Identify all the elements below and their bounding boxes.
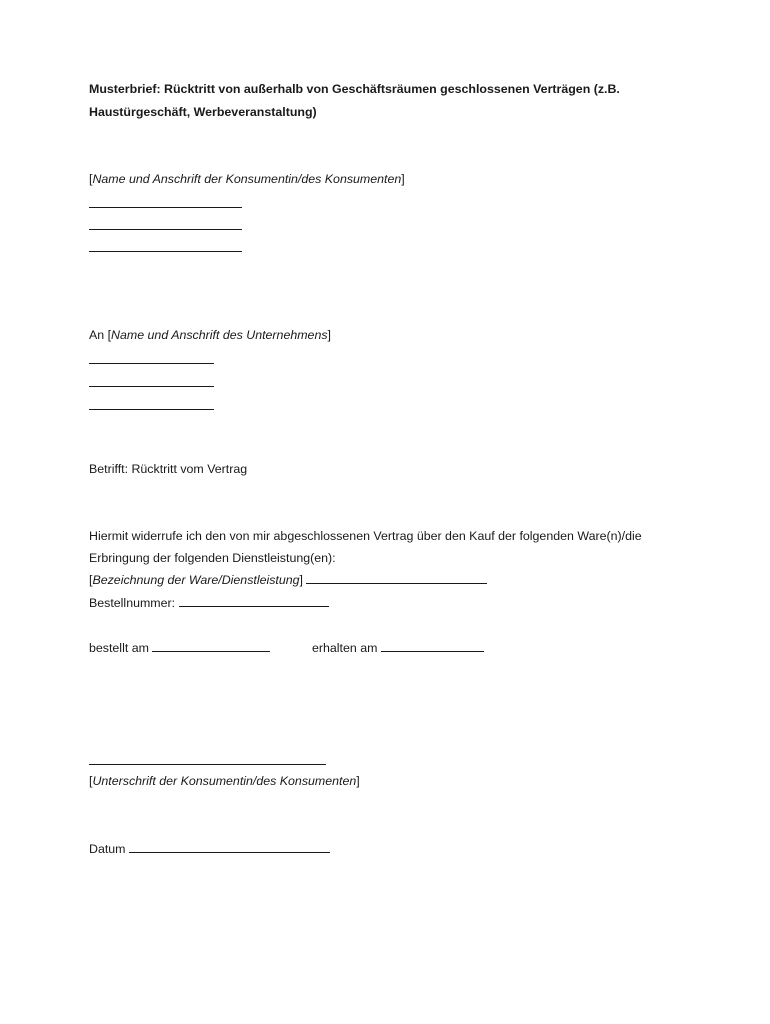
sender-blank-line-3[interactable] bbox=[89, 251, 242, 253]
subject-line: Betrifft: Rücktritt vom Vertrag bbox=[89, 462, 248, 476]
sender-blank-line-2[interactable] bbox=[89, 229, 242, 231]
date-blank[interactable] bbox=[129, 841, 330, 853]
date-label: Datum bbox=[89, 842, 126, 856]
order-number-blank[interactable] bbox=[179, 595, 329, 607]
recipient-placeholder-text: Name und Anschrift des Unternehmens bbox=[111, 328, 328, 342]
signature-placeholder-text: Unterschrift der Konsumentin/des Konsumenten bbox=[92, 774, 357, 788]
sender-placeholder-text: Name und Anschrift der Konsumentin/des Konsumenten bbox=[92, 172, 402, 186]
signature-placeholder: [Unterschrift der Konsumentin/des Konsumenten] bbox=[89, 774, 360, 788]
ordered-date-blank[interactable] bbox=[152, 640, 270, 652]
sender-blank-line-1[interactable] bbox=[89, 207, 242, 209]
sender-placeholder: [Name und Anschrift der Konsumentin/des Konsumenten] bbox=[89, 172, 405, 186]
recipient-blank-line-1[interactable] bbox=[89, 363, 214, 365]
body-line-1: Hiermit widerrufe ich den von mir abgeschlossenen Vertrag über den Kauf der folgenden Ware(n)/die bbox=[89, 529, 642, 543]
body-line-2: Erbringung der folgenden Dienstleistung(en): bbox=[89, 551, 336, 565]
ordered-date-row bbox=[89, 640, 270, 656]
recipient-blank-line-3[interactable] bbox=[89, 409, 214, 411]
received-date-blank[interactable] bbox=[381, 640, 484, 652]
recipient-placeholder: An [Name und Anschrift des Unternehmens] bbox=[89, 328, 331, 342]
item-description-row: [Bezeichnung der Ware/Dienstleistung] bbox=[89, 572, 487, 588]
received-date-label: erhalten am bbox=[312, 641, 378, 655]
signature-blank-line[interactable] bbox=[89, 764, 326, 766]
order-number-row bbox=[89, 595, 329, 611]
date-row bbox=[89, 841, 330, 857]
recipient-prefix: An bbox=[89, 328, 105, 342]
ordered-date-label: bestellt am bbox=[89, 641, 149, 655]
item-description-label: Bezeichnung der Ware/Dienstleistung bbox=[92, 573, 300, 587]
document-title-line-1: Musterbrief: Rücktritt von außerhalb von Geschäftsräumen geschlossenen Verträgen (z.B. bbox=[89, 82, 620, 96]
item-description-blank[interactable] bbox=[306, 572, 487, 584]
received-date-row bbox=[312, 640, 484, 656]
recipient-blank-line-2[interactable] bbox=[89, 386, 214, 388]
document-title-line-2: Haustürgeschäft, Werbeveranstaltung) bbox=[89, 105, 317, 119]
order-number-label: Bestellnummer: bbox=[89, 596, 176, 610]
